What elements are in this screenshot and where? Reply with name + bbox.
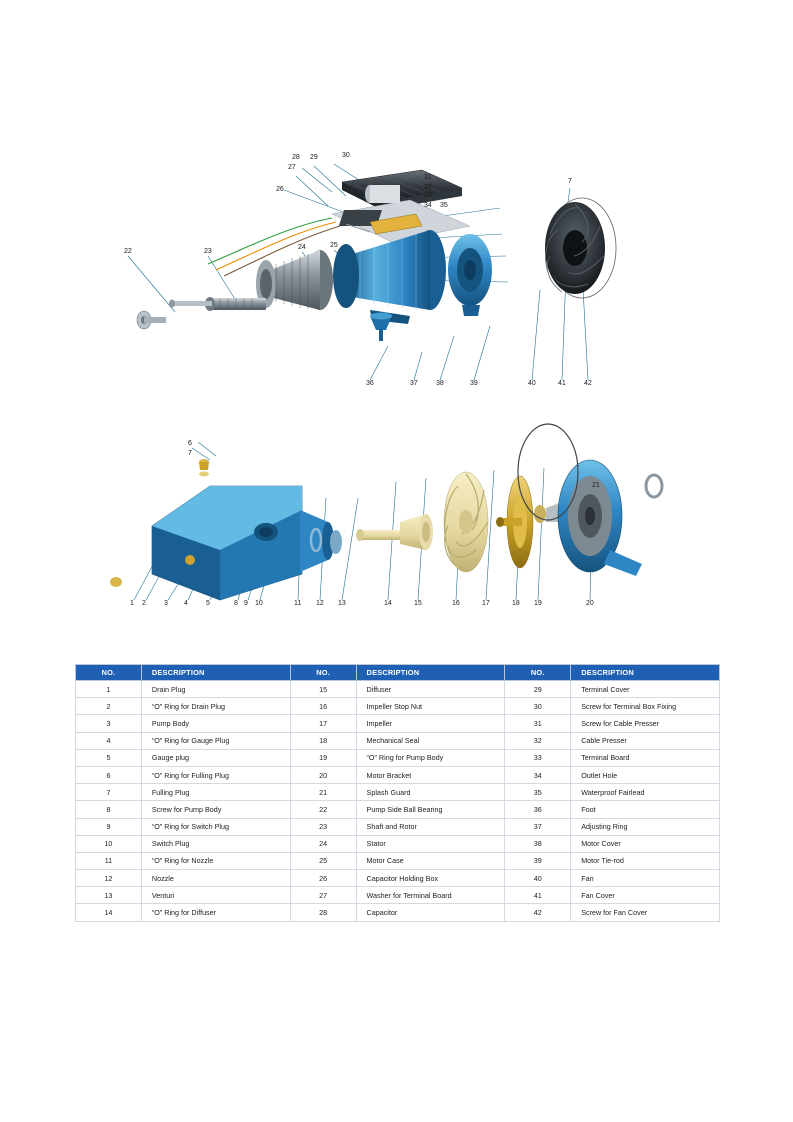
table-row (76, 698, 720, 715)
terminal-board-part (332, 200, 470, 242)
callout-42: 42 (584, 380, 592, 387)
part-description-cell: Foot (571, 801, 720, 818)
header-no-1: NO. (76, 665, 142, 681)
callout-30: 30 (342, 152, 350, 159)
part-number-cell: 34 (505, 766, 571, 783)
table-row (76, 801, 720, 818)
callout-10: 10 (255, 600, 263, 607)
part-number-cell: 25 (290, 852, 356, 869)
part-description-cell: “O” Ring for Gauge Plug (141, 732, 290, 749)
callout-33: 33 (424, 192, 432, 199)
part-description-cell: Diffuser (356, 681, 505, 698)
callout-25: 25 (330, 242, 338, 249)
table-row (76, 818, 720, 835)
callout-38: 38 (436, 380, 444, 387)
callout-16: 16 (452, 600, 460, 607)
part-number-cell: 13 (76, 887, 142, 904)
part-number-cell: 30 (505, 698, 571, 715)
part-number-cell: 15 (290, 681, 356, 698)
part-number-cell: 18 (290, 732, 356, 749)
callout-36: 36 (366, 380, 374, 387)
callout-7-bottom: 7 (188, 450, 192, 457)
part-number-cell: 21 (290, 784, 356, 801)
part-description-cell: Screw for Cable Presser (571, 715, 720, 732)
part-number-cell: 19 (290, 749, 356, 766)
callout-23: 23 (204, 248, 212, 255)
part-number-cell: 14 (76, 904, 142, 921)
impeller-part (496, 476, 562, 568)
table-row (76, 887, 720, 904)
part-description-cell: Drain Plug (141, 681, 290, 698)
header-description-1: DESCRIPTION (141, 665, 290, 681)
shaft-rotor-part (169, 297, 266, 311)
part-description-cell: Capacitor Holding Box (356, 870, 505, 887)
part-number-cell: 9 (76, 818, 142, 835)
part-description-cell: “O” Ring for Drain Plug (141, 698, 290, 715)
callout-13: 13 (338, 600, 346, 607)
part-description-cell: Motor Cover (571, 835, 720, 852)
callout-3: 3 (164, 600, 168, 607)
part-description-cell: Impeller (356, 715, 505, 732)
table-row (76, 784, 720, 801)
header-no-3: NO. (505, 665, 571, 681)
callout-26: 26 (276, 186, 284, 193)
part-number-cell: 3 (76, 715, 142, 732)
parts-list-table (75, 664, 720, 922)
callout-21: 21 (592, 482, 600, 489)
part-description-cell: Screw for Fan Cover (571, 904, 720, 921)
callout-37: 37 (410, 380, 418, 387)
part-number-cell: 38 (505, 835, 571, 852)
part-number-cell: 41 (505, 887, 571, 904)
part-number-cell: 8 (76, 801, 142, 818)
part-description-cell: Impeller Stop Nut (356, 698, 505, 715)
part-description-cell: Motor Tie-rod (571, 852, 720, 869)
part-description-cell: “O” Ring for Switch Plug (141, 818, 290, 835)
part-number-cell: 35 (505, 784, 571, 801)
part-number-cell: 22 (290, 801, 356, 818)
callout-31: 31 (424, 174, 432, 181)
part-number-cell: 2 (76, 698, 142, 715)
part-number-cell: 37 (505, 818, 571, 835)
part-description-cell: Adjusting Ring (571, 818, 720, 835)
callout-18: 18 (512, 600, 520, 607)
part-description-cell: “O” Ring for Nozzle (141, 852, 290, 869)
callout-22: 22 (124, 248, 132, 255)
callout-40: 40 (528, 380, 536, 387)
part-number-cell: 28 (290, 904, 356, 921)
part-description-cell: Splash Guard (356, 784, 505, 801)
callout-24: 24 (298, 244, 306, 251)
part-number-cell: 6 (76, 766, 142, 783)
callout-34: 34 (424, 202, 432, 209)
diagram-svg (70, 130, 730, 620)
part-description-cell: Terminal Board (571, 749, 720, 766)
part-number-cell: 12 (76, 870, 142, 887)
part-description-cell: “O” Ring for Pump Body (356, 749, 505, 766)
callout-1: 1 (130, 600, 134, 607)
exploded-parts-diagram (70, 130, 730, 620)
callout-11: 11 (294, 600, 302, 607)
callout-28: 28 (292, 154, 300, 161)
part-number-cell: 33 (505, 749, 571, 766)
table-row (76, 766, 720, 783)
pump-body-part (152, 486, 334, 600)
part-number-cell: 20 (290, 766, 356, 783)
part-number-cell: 40 (505, 870, 571, 887)
header-description-3: DESCRIPTION (571, 665, 720, 681)
callout-2: 2 (142, 600, 146, 607)
callout-15: 15 (414, 600, 422, 607)
part-description-cell: Shaft and Rotor (356, 818, 505, 835)
callout-35: 35 (440, 202, 448, 209)
part-description-cell: Pump Body (141, 715, 290, 732)
part-description-cell: Capacitor (356, 904, 505, 921)
motor-case-part (333, 230, 446, 324)
table-row (76, 870, 720, 887)
callout-7-top: 7 (568, 178, 572, 185)
callout-6: 6 (188, 440, 192, 447)
table-row (76, 681, 720, 698)
fan-part (545, 202, 605, 294)
callout-29: 29 (310, 154, 318, 161)
part-number-cell: 27 (290, 887, 356, 904)
part-description-cell: Gauge plug (141, 749, 290, 766)
part-number-cell: 32 (505, 732, 571, 749)
part-description-cell: Pump Side Ball Bearing (356, 801, 505, 818)
part-number-cell: 1 (76, 681, 142, 698)
callout-41: 41 (558, 380, 566, 387)
nozzle-venturi-part (330, 514, 433, 554)
part-description-cell: Fan (571, 870, 720, 887)
part-number-cell: 4 (76, 732, 142, 749)
part-number-cell: 24 (290, 835, 356, 852)
callout-32: 32 (424, 184, 432, 191)
callout-27: 27 (288, 164, 296, 171)
part-description-cell: Washer for Terminal Board (356, 887, 505, 904)
part-number-cell: 10 (76, 835, 142, 852)
part-number-cell: 26 (290, 870, 356, 887)
part-number-cell: 23 (290, 818, 356, 835)
table-row (76, 852, 720, 869)
callout-14: 14 (384, 600, 392, 607)
callout-9: 9 (244, 600, 248, 607)
part-description-cell: Stator (356, 835, 505, 852)
splash-guard-part (370, 313, 392, 342)
part-description-cell: Cable Presser (571, 732, 720, 749)
part-description-cell: Screw for Pump Body (141, 801, 290, 818)
stator-part (256, 250, 333, 310)
part-number-cell: 7 (76, 784, 142, 801)
motor-cover-part (448, 234, 492, 316)
motor-bracket-part (558, 460, 642, 576)
callout-8: 8 (234, 600, 238, 607)
part-description-cell: Venturi (141, 887, 290, 904)
part-number-cell: 31 (505, 715, 571, 732)
table-row (76, 749, 720, 766)
part-number-cell: 17 (290, 715, 356, 732)
diffuser-part (444, 472, 488, 572)
part-description-cell: “O” Ring for Fulling Plug (141, 766, 290, 783)
part-description-cell: Motor Bracket (356, 766, 505, 783)
part-number-cell: 42 (505, 904, 571, 921)
part-number-cell: 39 (505, 852, 571, 869)
part-description-cell: Switch Plug (141, 835, 290, 852)
callout-20: 20 (586, 600, 594, 607)
table-row (76, 715, 720, 732)
part-number-cell: 36 (505, 801, 571, 818)
part-number-cell: 29 (505, 681, 571, 698)
part-description-cell: “O” Ring for Diffuser (141, 904, 290, 921)
part-number-cell: 11 (76, 852, 142, 869)
part-description-cell: Fulling Plug (141, 784, 290, 801)
callout-12: 12 (316, 600, 324, 607)
callout-39: 39 (470, 380, 478, 387)
table-header-row (76, 665, 720, 681)
table-row (76, 835, 720, 852)
part-description-cell: Motor Case (356, 852, 505, 869)
part-description-cell: Nozzle (141, 870, 290, 887)
callout-4: 4 (184, 600, 188, 607)
table-row (76, 732, 720, 749)
part-description-cell: Fan Cover (571, 887, 720, 904)
part-number-cell: 16 (290, 698, 356, 715)
table-row (76, 904, 720, 921)
capacitor-part (365, 185, 400, 203)
part-number-cell: 5 (76, 749, 142, 766)
pump-side-ball-bearing-part (137, 311, 166, 329)
part-description-cell: Terminal Cover (571, 681, 720, 698)
callout-5: 5 (206, 600, 210, 607)
header-no-2: NO. (290, 665, 356, 681)
part-description-cell: Mechanical Seal (356, 732, 505, 749)
callout-17: 17 (482, 600, 490, 607)
callout-19: 19 (534, 600, 542, 607)
part-description-cell: Outlet Hole (571, 766, 720, 783)
part-description-cell: Screw for Terminal Box Fixing (571, 698, 720, 715)
part-description-cell: Waterproof Fairlead (571, 784, 720, 801)
header-description-2: DESCRIPTION (356, 665, 505, 681)
